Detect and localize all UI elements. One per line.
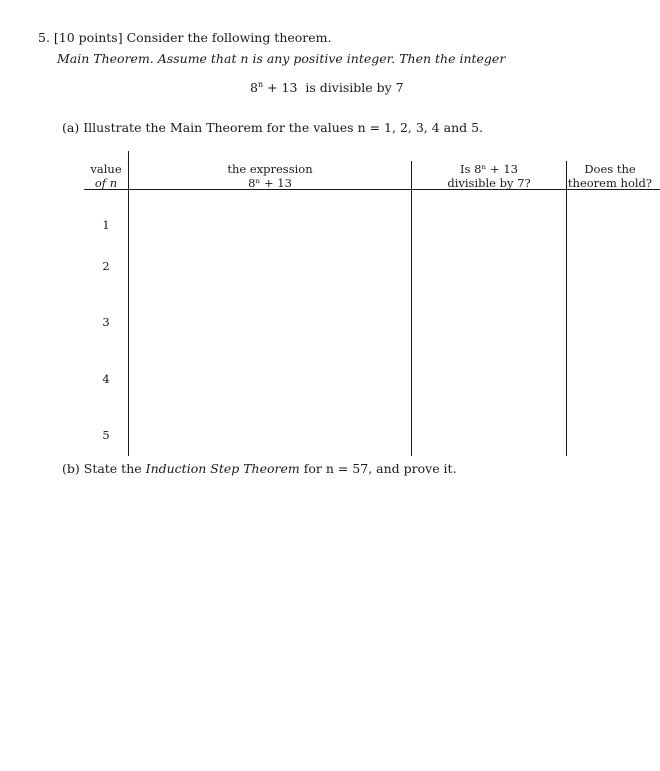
problem-number: 5. xyxy=(38,30,50,45)
part-a-text: Illustrate the Main Theorem for the values n = 1, 2, 3, 4 and 5. xyxy=(83,120,484,135)
statement-rest: + 13 is divisible by 7 xyxy=(263,80,404,95)
header-holds-line2: theorem hold? xyxy=(567,176,653,190)
table-divider-2 xyxy=(411,161,412,456)
theorem-line xyxy=(57,51,505,66)
header-value-line1: value xyxy=(90,162,122,176)
part-b-label: (b) xyxy=(62,461,80,476)
row-label-3: 3 xyxy=(102,315,110,329)
part-b-text-ital: Induction Step Theorem xyxy=(145,461,300,476)
header-value-line2: of n xyxy=(94,176,118,190)
part-b-text-post: for n = 57, and prove it. xyxy=(299,461,457,476)
row-label-5: 5 xyxy=(102,428,110,442)
row-label-1: 1 xyxy=(102,218,110,232)
header-divisible-line1: Is 8ⁿ + 13 xyxy=(460,162,518,176)
statement-base: 8 xyxy=(250,80,258,95)
row-label-4: 4 xyxy=(102,372,110,386)
header-expression-line2: 8ⁿ + 13 xyxy=(248,176,292,190)
header-expression-line1: the expression xyxy=(227,162,313,176)
part-b-text-pre: State the xyxy=(83,461,146,476)
part-b xyxy=(62,461,457,476)
header-holds xyxy=(567,162,653,190)
problem-points: [10 points] xyxy=(53,30,123,45)
theorem-text: Assume that n is any positive integer. Then the integer xyxy=(157,51,506,66)
row-label-2: 2 xyxy=(102,259,110,273)
header-holds-line1: Does the xyxy=(584,162,636,176)
header-expression xyxy=(129,162,411,190)
header-divisible-line2: divisible by 7? xyxy=(447,176,531,190)
header-value xyxy=(84,162,128,190)
table-divider-1 xyxy=(128,151,129,456)
problem-intro: Consider the following theorem. xyxy=(126,30,332,45)
header-divisible xyxy=(412,162,566,190)
part-a xyxy=(62,120,483,135)
table-divider-3 xyxy=(566,161,567,456)
theorem-label: Main Theorem. xyxy=(57,51,154,66)
problem-header xyxy=(38,30,332,45)
statement-exp: n xyxy=(257,79,264,89)
part-a-label: (a) xyxy=(62,120,80,135)
theorem-statement xyxy=(250,80,404,95)
